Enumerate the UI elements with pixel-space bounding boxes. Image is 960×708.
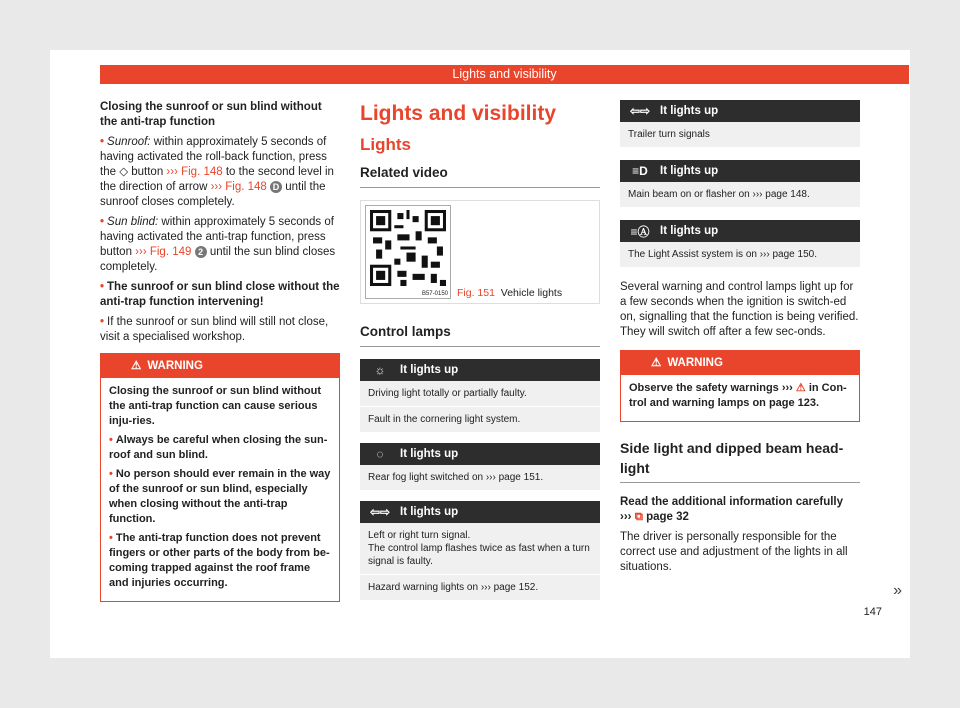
main-beam-icon: ≡D [632, 164, 648, 178]
lamp-row: Main beam on or flasher on ››› page 148. [620, 182, 860, 208]
column-middle [360, 100, 600, 601]
header-bar: Lights and visibility [100, 65, 909, 84]
lamp-header [620, 100, 860, 122]
roof-button-icon: ◇ [119, 166, 129, 178]
read-info-page[interactable]: page 32 [642, 511, 689, 523]
lamp-row: Fault in the cornering light system. [360, 407, 600, 433]
figure-caption-text: Vehicle lights [500, 287, 563, 299]
divider [360, 346, 600, 347]
rear-fog-light-icon: ◌ [376, 447, 384, 461]
warning-intro: Closing the sunroof or sun blind without the anti-trap function can cause serious inju-ries. [109, 385, 322, 427]
warning-title: WARNING [147, 360, 203, 372]
bullet-icon: • [109, 434, 113, 446]
lamp-header [360, 501, 600, 523]
bullet-icon: • [100, 316, 105, 328]
bullet-icon: • [100, 216, 105, 228]
bullet-text: The sunroof or sun blind close without the anti-trap function intervening! [100, 281, 340, 308]
warning-title: WARNING [667, 357, 723, 369]
warning-header [621, 351, 859, 375]
lamp-header-text: It lights up [400, 506, 459, 518]
bullet-no-antitrap [100, 280, 340, 310]
bullet-sunblind [100, 215, 340, 275]
external-link-icon[interactable]: ⧉ [634, 511, 643, 523]
figure-label: Fig. 151 [457, 287, 495, 299]
lamp-row: Left or right turn signal. The control lamp flashes twice as fast when a turn signal is faulty. [360, 523, 600, 575]
lamp-row: Rear fog light switched on ››› page 151. [360, 465, 600, 491]
qr-code-label: B57-0150 [421, 291, 448, 297]
page-number: 147 [863, 606, 882, 618]
column-left [100, 100, 340, 602]
bullet-icon: • [109, 532, 113, 544]
bullet-text: until the sunroof closes completely. [100, 181, 326, 208]
lamp-header-text: It lights up [400, 364, 459, 376]
lamp-header [360, 359, 600, 381]
callout-badge: D [270, 181, 282, 193]
fig-link[interactable]: ››› Fig. 148 [166, 166, 223, 178]
page-title: Lights and visibility [360, 102, 557, 125]
control-lamps-heading: Control lamps [360, 324, 451, 339]
divider [620, 482, 860, 483]
lamp-row: Hazard warning lights on ››› page 152. [360, 575, 600, 601]
lamp-header [620, 220, 860, 242]
bullet-lead: Sunroof: [107, 136, 151, 148]
bullet-icon: • [100, 281, 105, 293]
fig-link[interactable]: ››› Fig. 148 [210, 181, 267, 193]
bullet-icon: • [109, 468, 113, 480]
next-page-arrow-icon[interactable]: » [893, 582, 902, 599]
page-content [50, 50, 910, 658]
callout-badge: 2 [195, 246, 207, 258]
lamp-header-text: It lights up [660, 105, 719, 117]
lamp-header [360, 443, 600, 465]
warning-item [109, 467, 331, 527]
warning-box [620, 350, 860, 422]
warning-box [100, 353, 340, 602]
bullet-text: within approximately 5 seconds of having activated the anti-trap function, press button [100, 216, 334, 258]
warning-item-text: The anti-trap function does not prevent fingers or other parts of the body from be-coming trapped against the roof frame and injuries occurring. [109, 532, 330, 589]
related-video-heading: Related video [360, 165, 448, 180]
driver-paragraph: The driver is personally responsible for the correct use and adjustment of the lights in all situations. [620, 531, 848, 573]
warning-text [629, 381, 851, 411]
column-right [620, 100, 860, 580]
warning-text-part: in Con-trol and warning lamps on page 123. [629, 382, 847, 409]
fig-link[interactable]: ››› Fig. 149 [135, 246, 192, 258]
figure-151 [360, 200, 600, 304]
warning-item [109, 433, 331, 463]
bullet-text: If the sunroof or sun blind will still not close, visit a specialised workshop. [100, 316, 329, 343]
lamp-header-text: It lights up [400, 448, 459, 460]
warning-header [101, 354, 339, 378]
warning-body [101, 378, 339, 601]
warning-triangle-icon: ⚠ [131, 360, 142, 372]
warning-triangle-icon: ⚠ [795, 382, 806, 394]
warning-item-text: Always be careful when closing the sun-roof and sun blind. [109, 434, 328, 461]
divider [360, 187, 600, 188]
section-heading-close: Closing the sunroof or sun blind without the anti-trap function [100, 101, 322, 128]
lamp-header [620, 160, 860, 182]
intro-paragraph: Several warning and control lamps light up for a few seconds when the ignition is switch-ed on, signalling that the function is being verified. They will switch off after a few sec-onds. [620, 281, 859, 338]
bullet-text: button [128, 166, 167, 178]
lamp-row: The Light Assist system is on ››› page 150. [620, 242, 860, 268]
warning-body [621, 375, 859, 421]
warning-item [109, 531, 331, 591]
warning-triangle-icon: ⚠ [651, 357, 662, 369]
bullet-text: within approximately 5 seconds of having activated the roll-back function, press the [100, 136, 327, 178]
qr-icon [370, 210, 446, 286]
warning-text-part: Observe the safety warnings ››› [629, 382, 796, 394]
turn-signal-icon: ⇦⇨ [369, 505, 391, 519]
bullet-workshop [100, 315, 340, 345]
read-info [620, 495, 860, 525]
trailer-turn-signal-icon: ⇦⇨ [629, 104, 651, 118]
qr-code-image[interactable] [365, 205, 451, 299]
lamp-row: Trailer turn signals [620, 122, 860, 148]
bullet-text: to the second level in the direction of arrow [100, 166, 334, 193]
warning-item-text: No person should ever remain in the way of the sunroof or sun blind, especially when closing without the anti-trap function. [109, 468, 331, 525]
read-info-text: Read the additional information carefully [620, 496, 844, 508]
bullet-lead: Sun blind: [107, 216, 159, 228]
side-light-heading: Side light and dipped beam head-light [620, 440, 844, 476]
lamp-row: Driving light totally or partially faulty. [360, 381, 600, 407]
section-title: Lights [360, 135, 411, 154]
lamp-header-text: It lights up [660, 165, 719, 177]
driving-light-fault-icon: ☼ [374, 363, 386, 377]
bullet-sunroof [100, 135, 340, 210]
bullet-icon: • [100, 136, 105, 148]
light-assist-icon: ≡Ⓐ [630, 224, 650, 239]
read-info-arrows: ››› [620, 511, 632, 523]
lamp-header-text: It lights up [660, 225, 719, 237]
bullet-text: until the sun blind closes completely. [100, 246, 336, 273]
figure-caption [457, 287, 562, 299]
